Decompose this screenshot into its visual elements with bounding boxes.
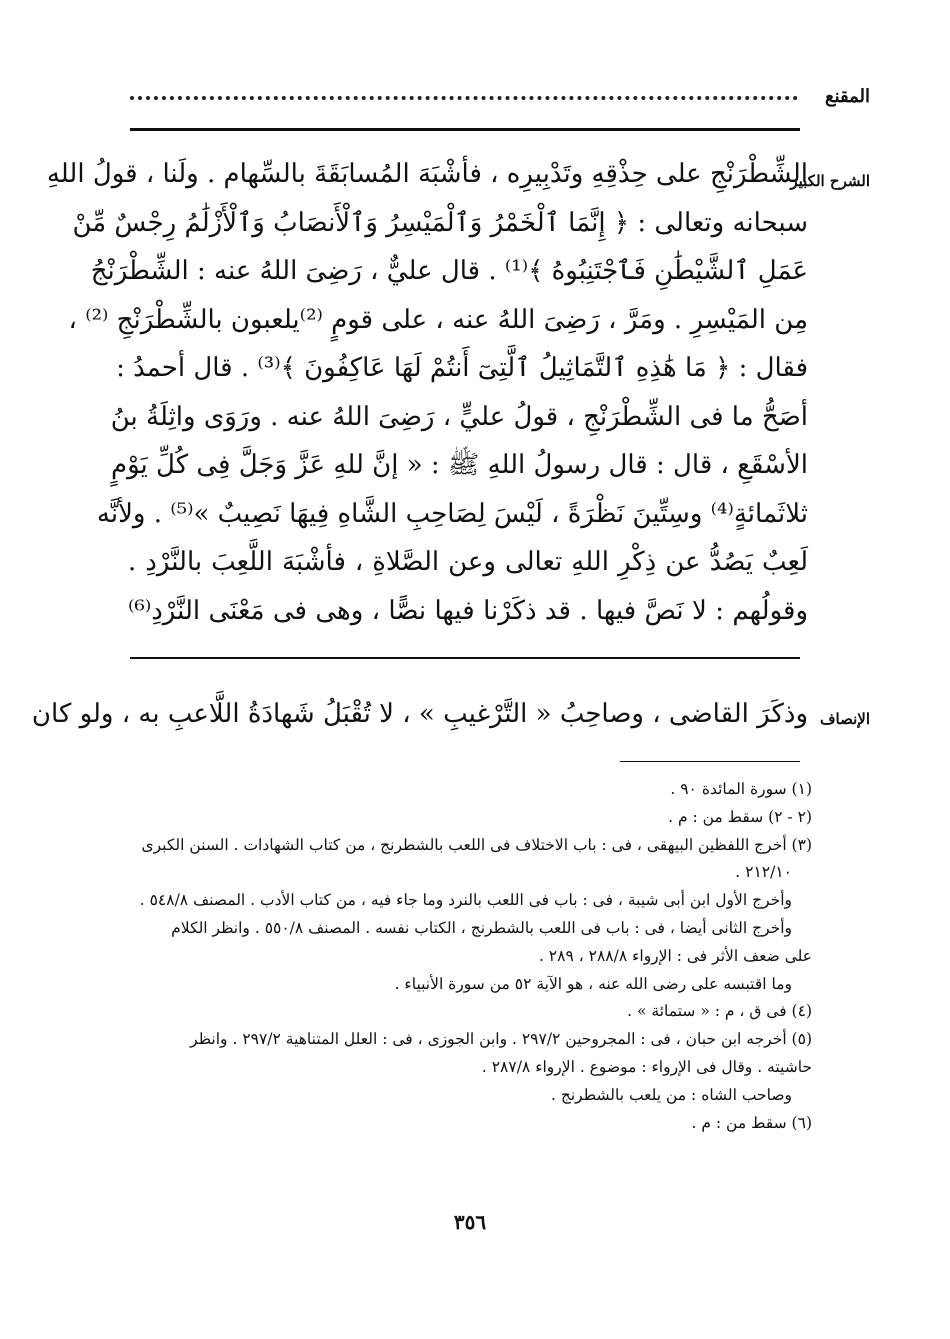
- footnote-line: وأخرج الثانى أيضا ، فى : باب فى اللعب بالشطرنج ، الكتاب نفسه . المصنف ٥٥٠/٨ . وانظر الكلام: [171, 918, 792, 937]
- footnote-line: (٦) سقط من : م .: [691, 1113, 812, 1132]
- footnote-line: وصاحب الشاه : من يلعب بالشطرنج .: [551, 1085, 792, 1104]
- sharh-line: أصَحُّ ما فى الشِّطْرَنْجِ ، قولُ عليٍّ ، رَضِىَ اللهُ عنه . ورَوَى واثِلَةُ بنُ: [110, 401, 808, 432]
- side-label-sharh: الشرح الكبير: [790, 172, 870, 190]
- footnote-line: (٥) أخرجه ابن حبان ، فى : المجروحين ٢٩٧/٢ . وابن الجوزى ، فى : العلل المتناهية ٢٩٧/٢ . وانظر: [190, 1030, 812, 1049]
- sharh-line: مِن المَيْسِرِ . ومَرَّ ، رَضِىَ اللهُ عنه ، على قومٍ ⁽²⁾يلعبون بالشِّطْرَنْجِ ⁽²⁾ ،: [68, 304, 808, 335]
- footnote-line: (٢ - ٢) سقط من : م .: [668, 807, 812, 826]
- sharh-line: سبحانه وتعالى : ﴿ إِنَّمَا ٱلْخَمْرُ وَٱلْمَيْسِرُ وَٱلْأَنصَابُ وَٱلْأَزْلَٰمُ رِجْسٌ مِّنْ: [72, 207, 808, 238]
- sharh-line: وقولُهم : لا نَصَّ فيها . قد ذكَرْنا فيها نصًّا ، وهى فى مَعْنَى النَّرْدِ⁽⁶⁾: [128, 595, 808, 626]
- insaf-text-line: وذكَرَ القاضى ، وصاحِبُ « التَّرْغيبِ » ، لا تُقْبَلُ شَهادَةُ اللَّاعبِ به ، ولو كان: [31, 699, 808, 729]
- sharh-text-block: [46, 150, 808, 635]
- sharh-line: الشِّطْرَنْجِ على حِذْقِهِ وتَدْبِيرِه ، فأشْبَهَ المُسابَقَةَ بالسِّهام . ولَنا ، قولُ اللهِ: [46, 159, 808, 189]
- footnote-line: على ضعف الأثر فى : الإرواء ٢٨٨/٨ ، ٢٨٩ .: [538, 946, 812, 965]
- footnote-line: (٤) فى ق ، م : « ستمائة » .: [627, 1002, 812, 1021]
- footnote-line: (٣) أخرج اللفظين البيهقى ، فى : باب الاختلاف فى اللعب بالشطرنج ، من كتاب الشهادات . السنن الكبرى: [141, 835, 812, 854]
- footnote-separator-rule: [620, 761, 800, 762]
- footnotes-block: [120, 776, 812, 1137]
- footnote-line: وما اقتبسه على رضى الله عنه ، هو الآية ٥٢ من سورة الأنبياء .: [394, 974, 792, 993]
- section-divider-rule: [130, 657, 800, 659]
- running-header-title: المقنع: [824, 86, 870, 107]
- sharh-line: فقال : ﴿ مَا هَٰذِهِ ٱلتَّمَاثِيلُ ٱلَّتِىٓ أَنتُمْ لَهَا عَاكِفُونَ ﴾⁽³⁾ . قال أحمدُ :: [116, 353, 808, 383]
- running-header: [130, 86, 870, 116]
- footnote-line: حاشيته . وقال فى الإرواء : موضوع . الإرواء ٢٨٧/٨ .: [481, 1057, 812, 1076]
- sharh-line: ثلاثَمائةٍ⁽⁴⁾ وسِتِّينَ نَظْرَةً ، لَيْسَ لِصَاحِبِ الشَّاهِ فِيهَا نَصِيبٌ »⁽⁵⁾ . ولأنَّه: [96, 498, 808, 529]
- sharh-line: عَمَلِ ٱلشَّيْطَٰنِ فَٱجْتَنِبُوهُ ﴾⁽¹⁾ . قال عليٌّ ، رَضِىَ اللهُ عنه : الشِّطْرَنْجُ: [90, 256, 808, 286]
- footnote-line: ٢١٢/١٠ .: [735, 863, 792, 882]
- sharh-line: لَعِبٌ يَصُدُّ عن ذِكْرِ اللهِ تعالى وعن الصَّلاةِ ، فأشْبَهَ اللَّعِبَ بالنَّرْدِ .: [128, 547, 808, 577]
- header-dotted-leader: [130, 92, 798, 100]
- footnote-line: وأخرج الأول ابن أبى شيبة ، فى : باب فى اللعب بالنرد وما جاء فيه ، من كتاب الأدب . المصنف ٥٤٨/٨ .: [139, 891, 792, 910]
- page-number: ٣٥٦: [453, 1210, 487, 1234]
- header-rule: [130, 128, 800, 131]
- footnote-line: (١) سورة المائدة ٩٠ .: [670, 780, 812, 798]
- side-label-insaf: الإنصاف: [819, 710, 870, 728]
- sharh-line: الأسْقَعِ ، قال : قال رسولُ اللهِ ﷺ : « إنَّ للهِ عَزَّ وَجَلَّ فِى كُلِّ يَوْمٍ: [110, 450, 808, 480]
